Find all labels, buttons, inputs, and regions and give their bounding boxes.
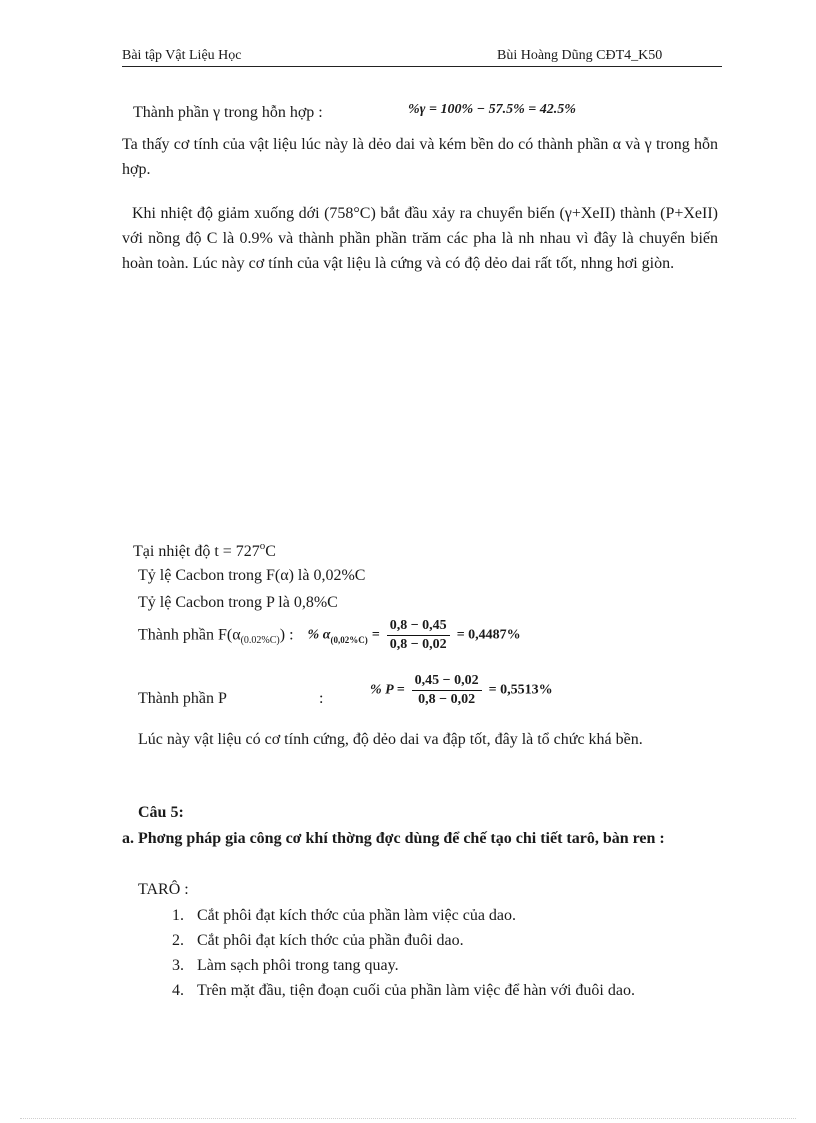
ferrite-label-pre: Thành phần F(α [138, 626, 241, 644]
question-heading: Câu 5: [138, 804, 184, 821]
ferrite-numerator: 0,8 − 0,45 [387, 618, 450, 636]
carbon-ratio-pearlite: Tỷ lệ Cacbon trong P là 0,8%C [138, 594, 338, 611]
pearlite-denominator: 0,8 − 0,02 [418, 692, 476, 707]
pearlite-composition-label: Thành phần P [138, 690, 227, 707]
ferrite-fraction [387, 618, 450, 653]
list-item [172, 903, 718, 928]
list-item [172, 928, 718, 953]
temperature-line [133, 533, 276, 565]
temperature-text: Tại nhiệt độ t = 727 [133, 543, 260, 560]
step-text: Trên mặt đầu, tiện đoạn cuối của phần làm việc để hàn với đuôi dao. [197, 982, 635, 999]
pearlite-fraction [412, 673, 482, 708]
ferrite-composition-row: Thành phần $F(\alpha_{(0.02\%C)})$ : % $\alpha_{(0,02\%C)}$ = $\frac{0,8 - 0,45}{0,8 - 0,02}$ = 0,4487% [138, 618, 521, 652]
header-right: Bùi Hoàng Dũng CĐT4_K50 [497, 48, 663, 63]
step-number: 3. [172, 957, 184, 974]
pearlite-numerator: 0,45 − 0,02 [412, 673, 482, 691]
taro-label: TARÔ : [138, 881, 189, 898]
mechanical-property-paragraph: Ta thấy cơ tính của vật liệu lúc này là dẻo dai và kém bền do có thành phần α và γ trong hỗn hợp. [122, 136, 719, 178]
ferrite-formula-lhs-sub: (0,02%C) [330, 635, 368, 646]
ferrite-result: = 0,4487% [456, 627, 521, 643]
step-text: Cắt phôi đạt kích thớc của phần đuôi dao. [197, 932, 464, 949]
step-number: 4. [172, 982, 184, 999]
gamma-composition-label: Thành phần γ trong hỗn hợp : [133, 104, 323, 121]
degree-sup: o [259, 540, 266, 552]
ferrite-formula-lhs: % α [307, 627, 331, 643]
gamma-composition-formula: %γ = 100% − 57.5% = 42.5% [408, 102, 576, 117]
step-text: Làm sạch phôi trong tang quay. [197, 957, 399, 974]
list-item [172, 978, 718, 1003]
header-rule [122, 66, 722, 67]
taro-steps-list [172, 903, 718, 1003]
ferrite-label-post: ) : [279, 626, 294, 644]
pearlite-formula-lhs: % P = [370, 682, 405, 698]
pearlite-formula [370, 673, 553, 708]
section-a-heading: a. Phơng pháp gia công cơ khí thờng đợc dùng để chế tạo chi tiết tarô, bàn ren : [122, 830, 665, 847]
transformation-paragraph: Khi nhiệt độ giảm xuống dới (758°C) bắt đầu xảy ra chuyển biến (γ+XeII) thành (P+XeII) với nồng độ C là 0.9% và thành phần phần trăm các pha là nh nhau vì đây là chuyển biến hoàn toàn. Lúc này cơ tính của vật liệu là cứng và có độ dẻo dai rất tốt, nhng hơi giòn. [122, 205, 718, 272]
conclusion-paragraph: Lúc này vật liệu có cơ tính cứng, độ dẻo dai va đập tốt, đây là tổ chức khá bền. [138, 731, 643, 748]
carbon-ratio-ferrite: Tỷ lệ Cacbon trong F(α) là 0,02%C [138, 567, 366, 584]
ferrite-label-sub: (0.02%C) [240, 635, 280, 647]
header-left: Bài tập Vật Liệu Học [122, 48, 242, 63]
pearlite-result: = 0,5513% [488, 682, 553, 698]
step-text: Cắt phôi đạt kích thớc của phần làm việc của dao. [197, 907, 517, 924]
list-item [172, 953, 718, 978]
pearlite-composition-colon: : [319, 690, 324, 707]
step-number: 1. [172, 907, 184, 924]
page-bottom-dotted-border [20, 1118, 796, 1119]
temperature-unit: C [265, 543, 276, 560]
ferrite-denominator: 0,8 − 0,02 [389, 637, 447, 652]
step-number: 2. [172, 932, 184, 949]
